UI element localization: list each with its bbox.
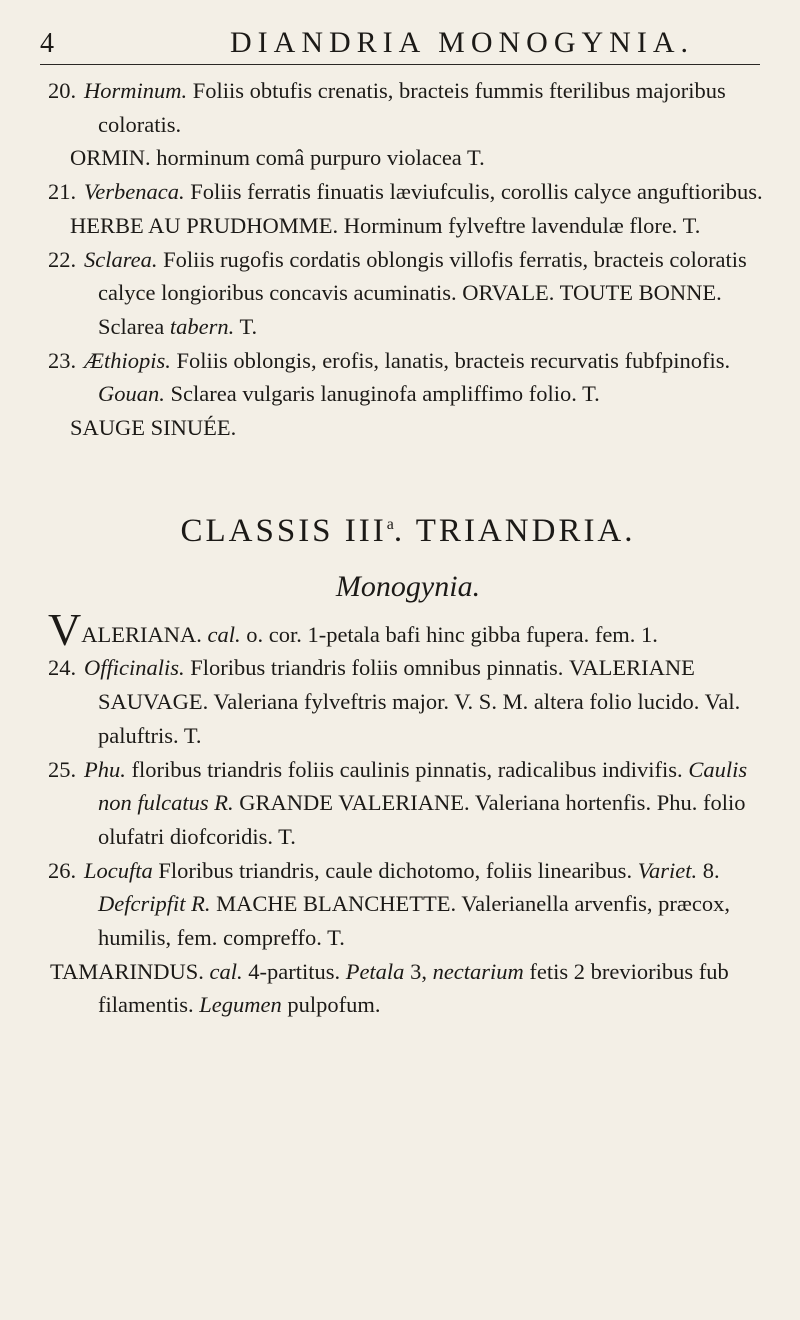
- page-header: [40, 24, 760, 65]
- species-diagnosis: Foliis oblongis, erofis, lanatis, bracteis recurvatis fubfpinofis.: [176, 347, 731, 373]
- synonym-author: tabern.: [169, 313, 235, 339]
- species-diagnosis: Foliis obtufis crenatis, bracteis fummis fterilibus majoribus coloratis.: [98, 78, 726, 137]
- species-entry-21: [48, 175, 768, 209]
- species-name: Locufta: [84, 857, 153, 883]
- synonym: Valerianella arvenfis, præcox, humilis, fem. compreffo. T.: [98, 891, 730, 951]
- drop-cap: V: [48, 603, 82, 655]
- vernacular-line-21: [48, 209, 768, 243]
- class-heading: [48, 503, 768, 553]
- vernacular-name: ORVALE. TOUTE BONNE.: [462, 280, 722, 306]
- species-diagnosis: floribus triandris foliis caulinis pinnatis, radicalibus indivifis.: [131, 756, 683, 782]
- species-name: Æthiopis.: [84, 347, 171, 373]
- author-citation: Gouan.: [98, 381, 165, 407]
- species-entry-26: [48, 854, 768, 955]
- synonym-prefix: Sclarea: [98, 313, 165, 339]
- species-name: Sclarea.: [84, 246, 158, 272]
- species-name: Verbenaca.: [84, 179, 185, 205]
- variety-number: 8.: [702, 857, 720, 883]
- entry-number: 26.: [48, 857, 77, 883]
- genus-name: TAMARINDUS.: [50, 958, 204, 984]
- genus-name: ALERIANA.: [81, 621, 202, 647]
- genus-description-part: pulpofum.: [287, 992, 381, 1018]
- genus-tamarindus: [48, 955, 768, 1022]
- class-heading-prefix: CLASSIS III: [180, 512, 387, 549]
- species-name: Officinalis.: [84, 655, 185, 681]
- vernacular-line-20: [48, 141, 768, 175]
- species-diagnosis: Foliis rugofis cordatis oblongis villofis ferratis, bracteis coloratis calyce longioribus concavis acuminatis.: [98, 246, 747, 306]
- calyx-label: cal.: [209, 958, 243, 984]
- entry-number: 25.: [48, 756, 77, 782]
- species-diagnosis: Floribus triandris, caule dichotomo, foliis linearibus.: [158, 857, 633, 883]
- synonym: Valeriana fylveftris major. V. S. M. altera folio lucido. Val. paluftris. T.: [98, 689, 741, 748]
- class-heading-suffix: . TRIANDRIA.: [393, 512, 636, 549]
- description-note: Defcripfit R.: [98, 891, 211, 917]
- text-column: [48, 74, 768, 1022]
- petala-label: Petala: [345, 958, 405, 984]
- vernacular-name: GRANDE VALERIANE.: [239, 790, 470, 816]
- species-name: Horminum.: [84, 78, 188, 103]
- species-entry-25: [48, 753, 768, 854]
- entry-number: 24.: [48, 655, 77, 681]
- vernacular-name: HERBE AU PRUDHOMME.: [70, 212, 339, 238]
- class-heading-sup: a: [386, 515, 394, 533]
- vernacular-name: ORMIN.: [70, 145, 151, 171]
- species-name: Phu.: [84, 756, 126, 782]
- genus-description-part: 4-partitus.: [248, 958, 341, 984]
- entry-number: 20.: [48, 78, 77, 103]
- entry-number: 21.: [48, 179, 77, 205]
- vernacular-name: SAUGE SINUÉE.: [70, 415, 237, 441]
- note: Caulis non fulcatus R.: [98, 756, 748, 816]
- synonym-suffix: T.: [239, 313, 258, 339]
- genus-description: o. cor. 1-petala bafi hinc gibba fupera. fem. 1.: [246, 621, 658, 647]
- genus-description-part: 3,: [410, 958, 427, 984]
- order-subtitle: Monogynia.: [335, 569, 481, 603]
- synonym: Sclarea vulgaris lanuginofa ampliffimo folio. T.: [170, 381, 600, 407]
- genus-valeriana: [48, 603, 768, 655]
- vernacular-line-23: [48, 411, 768, 445]
- species-diagnosis: Floribus triandris foliis omnibus pinnatis.: [190, 655, 564, 681]
- nectarium-label: nectarium: [432, 958, 524, 984]
- variety-label: Variet.: [637, 857, 698, 883]
- synonym: Horminum fylveftre lavendulæ flore. T.: [343, 212, 701, 238]
- synonym: Valeriana hortenfis. Phu. folio olufatri diofcoridis. T.: [98, 790, 746, 849]
- legumen-label: Legumen: [199, 992, 282, 1018]
- vernacular-name: MACHE BLANCHETTE.: [216, 891, 457, 917]
- species-entry-23: [48, 344, 768, 411]
- calyx-label: cal.: [207, 621, 241, 647]
- running-title: DIANDRIA MONOGYNIA.: [230, 26, 694, 59]
- vernacular-name: VALERIANE SAUVAGE.: [98, 655, 695, 715]
- species-diagnosis: Foliis ferratis finuatis læviufculis, corollis calyce anguftioribus.: [190, 179, 763, 205]
- synonym: horminum comâ purpuro violacea T.: [156, 145, 485, 171]
- species-entry-24: [48, 651, 768, 752]
- genus-description-part: fetis 2 brevioribus fub filamentis.: [98, 958, 729, 1018]
- species-entry-22: [48, 243, 768, 344]
- entry-number: 23.: [48, 347, 77, 373]
- page-number: 4: [40, 28, 54, 59]
- entry-number: 22.: [48, 246, 77, 272]
- species-entry-20: [48, 74, 768, 141]
